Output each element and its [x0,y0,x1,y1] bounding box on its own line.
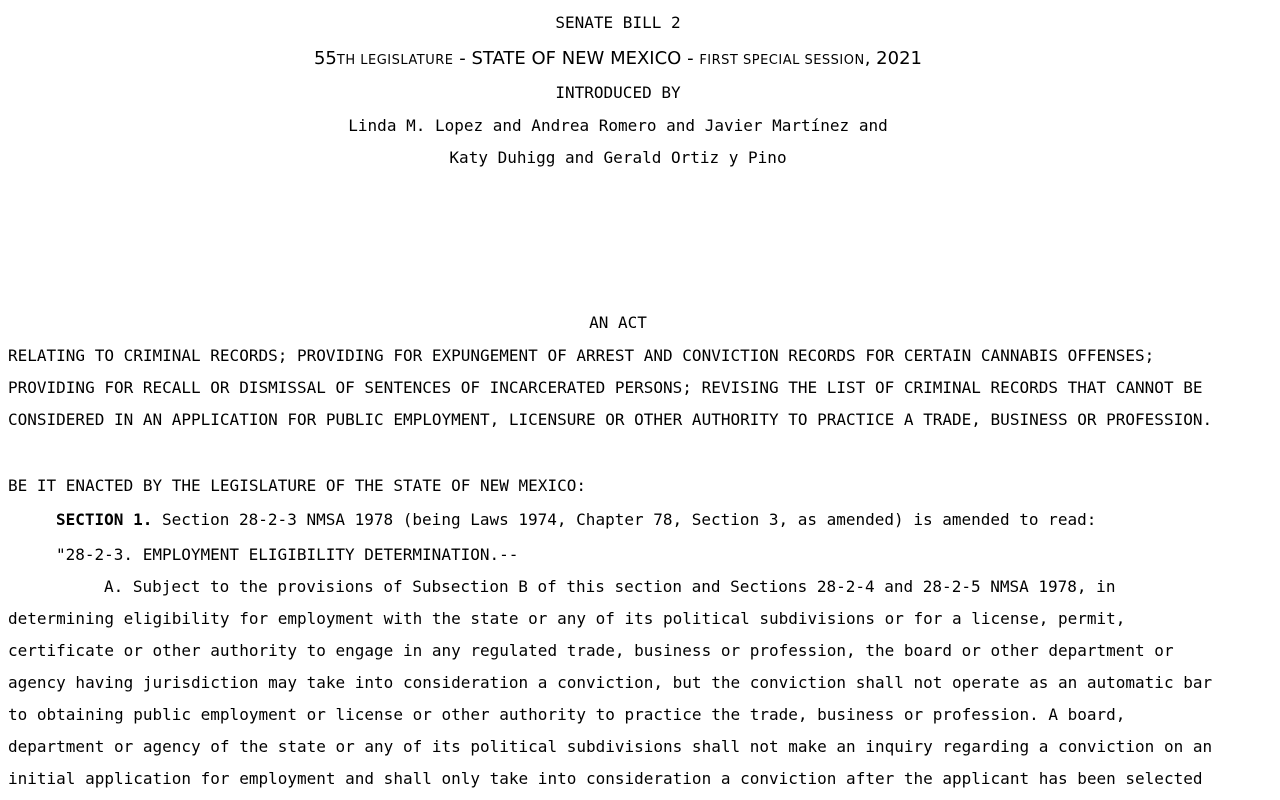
legislature-sep1: - [453,48,472,69]
section-heading-quote: "28-2-3. EMPLOYMENT ELIGIBILITY DETERMINATION.-- [56,545,519,564]
state-name: STATE OF NEW MEXICO [471,48,682,69]
relating-line-3: CONSIDERED IN AN APPLICATION FOR PUBLIC EMPLOYMENT, LICENSURE OR OTHER AUTHORITY TO PRACTICE A TRADE, BUSINESS OR PROFESSION. [8,410,1213,429]
act-heading: AN ACT [589,313,647,332]
introduced-by-label: INTRODUCED BY [555,83,681,102]
bill-title: SENATE BILL 2 [555,13,681,32]
legislature-suffix: TH LEGISLATURE [336,53,454,68]
body-line-2: certificate or other authority to engage in any regulated trade, business or profession, the board or other department or [8,641,1174,660]
body-line-5: department or agency of the state or any of its political subdivisions shall not make an inquiry regarding a conviction on an [8,737,1213,756]
enacting-clause: BE IT ENACTED BY THE LEGISLATURE OF THE STATE OF NEW MEXICO: [8,476,586,495]
session-name: FIRST SPECIAL SESSION [699,53,865,68]
body-line-6: initial application for employment and shall only take into consideration a conviction after the applicant has been selected [8,769,1203,788]
sponsors-line-2: Katy Duhigg and Gerald Ortiz y Pino [449,148,787,167]
sponsors-line-1: Linda M. Lopez and Andrea Romero and Javier Martínez and [348,116,888,135]
legislature-sep2: - [681,48,700,69]
body-line-4: to obtaining public employment or license or other authority to practice the trade, business or profession. A board, [8,705,1126,724]
body-line-3: agency having jurisdiction may take into consideration a conviction, but the conviction shall not operate as an automatic bar [8,673,1213,692]
body-line-1: determining eligibility for employment with the state or any of its political subdivisions or for a license, permit, [8,609,1126,628]
legislature-line [0,49,1236,71]
section-1-text: Section 28-2-3 NMSA 1978 (being Laws 1974, Chapter 78, Section 3, as amended) is amended to read: [152,510,1097,529]
relating-line-2: PROVIDING FOR RECALL OR DISMISSAL OF SENTENCES OF INCARCERATED PERSONS; REVISING THE LIST OF CRIMINAL RECORDS THAT CANNOT BE [8,378,1203,397]
relating-line-1: RELATING TO CRIMINAL RECORDS; PROVIDING FOR EXPUNGEMENT OF ARREST AND CONVICTION RECORDS FOR CERTAIN CANNABIS OFFENSES; [8,346,1155,365]
session-year: , 2021 [864,48,922,69]
section-1-label: SECTION 1. [56,510,153,529]
section-1-line [56,510,1096,530]
subsection-a-first-line: A. Subject to the provisions of Subsection B of this section and Sections 28-2-4 and 28-2-5 NMSA 1978, in [104,577,1116,596]
legislature-number: 55 [313,48,337,69]
